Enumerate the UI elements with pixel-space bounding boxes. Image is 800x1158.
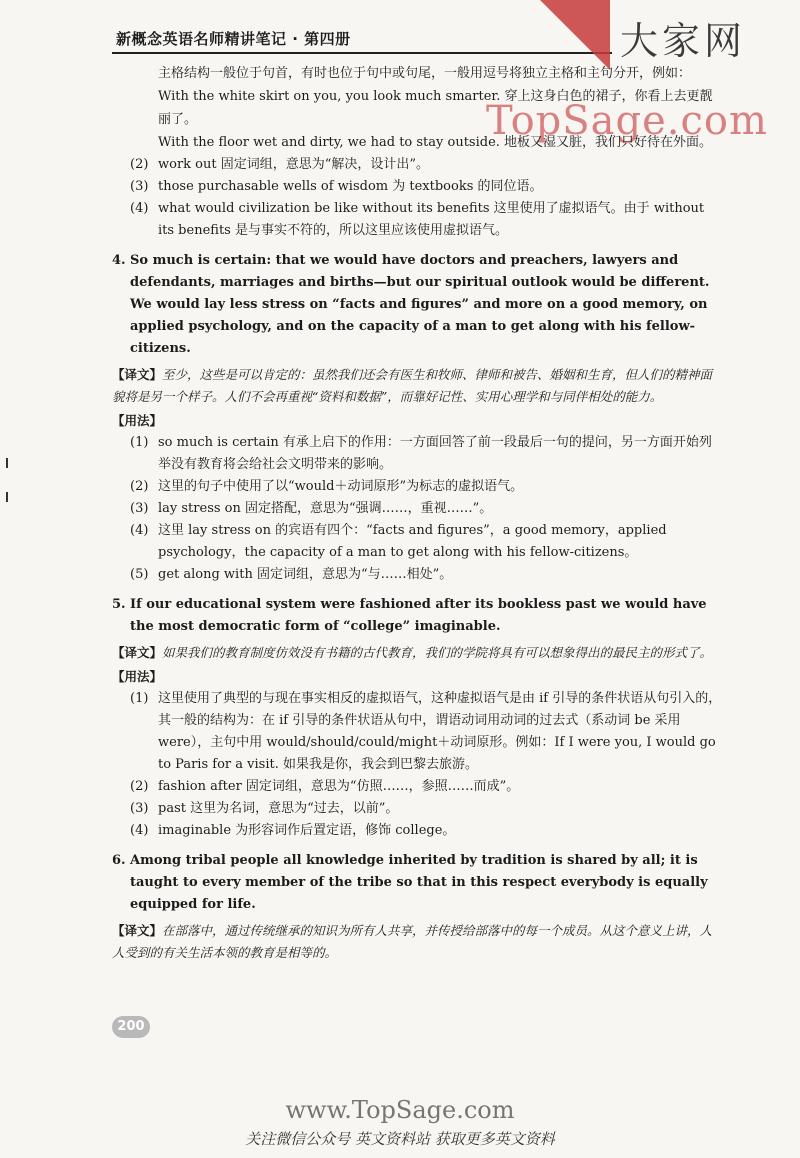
watermark: TopSage.com [486,98,768,144]
usage-item: (2) fashion after 固定词组，意思为“仿照……，参照……而成”。 [130,779,520,794]
usage-item: (1) 这里使用了典型的与现在事实相反的虚拟语气，这种虚拟语气是由 if 引导的条件状语从句引入的，其一般的结构为：在 if 引导的条件状语从句中，谓语动词用动词的过去式（系动词 be 采用 were），主句中用 would/should/could/might＋动词原形。例如：If I were you, I would go to Paris for a visit. 如果我是你，我会到巴黎去旅游。 [130,691,722,772]
usage-item: (5) get along with 固定词组，意思为“与……相处”。 [130,567,453,582]
margin-mark [6,458,8,468]
logo-text: 大家网 [620,19,747,63]
usage-item: (4) what would civilization be like without its benefits 这里使用了虚拟语气。由于 without its benefits 是与事实不符的，所以这里应该使用虚拟语气。 [130,201,705,238]
page-content [112,62,722,964]
footer-url: www.TopSage.com [285,1096,515,1124]
usage-item: (1) so much is certain 有承上启下的作用：一方面回答了前一段最后一句的提问，另一方面开始列举没有教育将会给社会文明带来的影响。 [130,435,712,472]
running-header [112,22,612,54]
example-sentence: With the floor wet and dirty, we had to stay outside. 地板又湿又脏，我们只好待在外面。 [158,135,713,150]
usage-heading: 【用法】 [112,413,163,428]
footer-note: 关注微信公众号 英文资料站 获取更多英文资料 [245,1130,555,1148]
translation-6: 【译文】在部落中，通过传统继承的知识为所有人共享，并传授给部落中的每一个成员。从这个意义上讲，人人受到的有关生活本领的教育是相等的。 [112,923,713,960]
usage-item: (4) 这里 lay stress on 的宾语有四个：“facts and figures”，a good memory，applied psychology，the capacity of a man to get along with his fellow-citizens。 [130,523,667,560]
translation-4: 【译文】至少，这些是可以肯定的：虽然我们还会有医生和牧师、律师和被告、婚姻和生育，但人们的精神面貌将是另一个样子。人们不会再重视“资料和数据”，而靠好记性、实用心理学和与同伴相处的能力。 [112,367,713,404]
example-sentence: With the white skirt on you, you look much smarter. 穿上这身白色的裙子，你看上去更靓丽了。 [158,89,713,127]
sentence-4: 4. So much is certain: that we would have doctors and preachers, lawyers and defendants, marriages and births—but our spiritual outlook would be different. We would lay less stress on “facts and figures” and more on a good memory, on applied psychology, and on the capacity of a man to get along with his fellow-citizens. [112,253,710,356]
logo-icon [540,0,610,70]
margin-mark [6,492,8,502]
usage-item: (3) those purchasable wells of wisdom 为 textbooks 的同位语。 [130,179,543,194]
sentence-6: 6. Among tribal people all knowledge inherited by tradition is shared by all; it is taught to every member of the tribe so that in this respect everybody is equally equipped for life. [112,853,708,912]
usage-item: (2) 这里的句子中使用了以“would＋动词原形”为标志的虚拟语气。 [130,479,524,494]
header-title: 新概念英语名师精讲笔记 · 第四册 [116,30,351,48]
site-logo [540,0,800,70]
usage-item: (2) work out 固定词组，意思为“解决，设计出”。 [130,157,430,172]
usage-item: (3) past 这里为名词，意思为“过去，以前”。 [130,801,399,816]
usage-item: (3) lay stress on 固定搭配，意思为“强调……，重视……”。 [130,501,493,516]
page-number: 200 [112,1016,150,1038]
usage-heading: 【用法】 [112,669,163,684]
usage-item: (4) imaginable 为形容词作后置定语，修饰 college。 [130,823,456,838]
intro-line: 主格结构一般位于句首，有时也位于句中或句尾，一般用逗号将独立主格和主句分开，例如： [158,66,692,81]
sentence-5: 5. If our educational system were fashioned after its bookless past we would have the most democratic form of “college” imaginable. [112,597,707,634]
translation-5: 【译文】如果我们的教育制度仿效没有书籍的古代教育，我们的学院将具有可以想象得出的最民主的形式了。 [112,645,713,660]
